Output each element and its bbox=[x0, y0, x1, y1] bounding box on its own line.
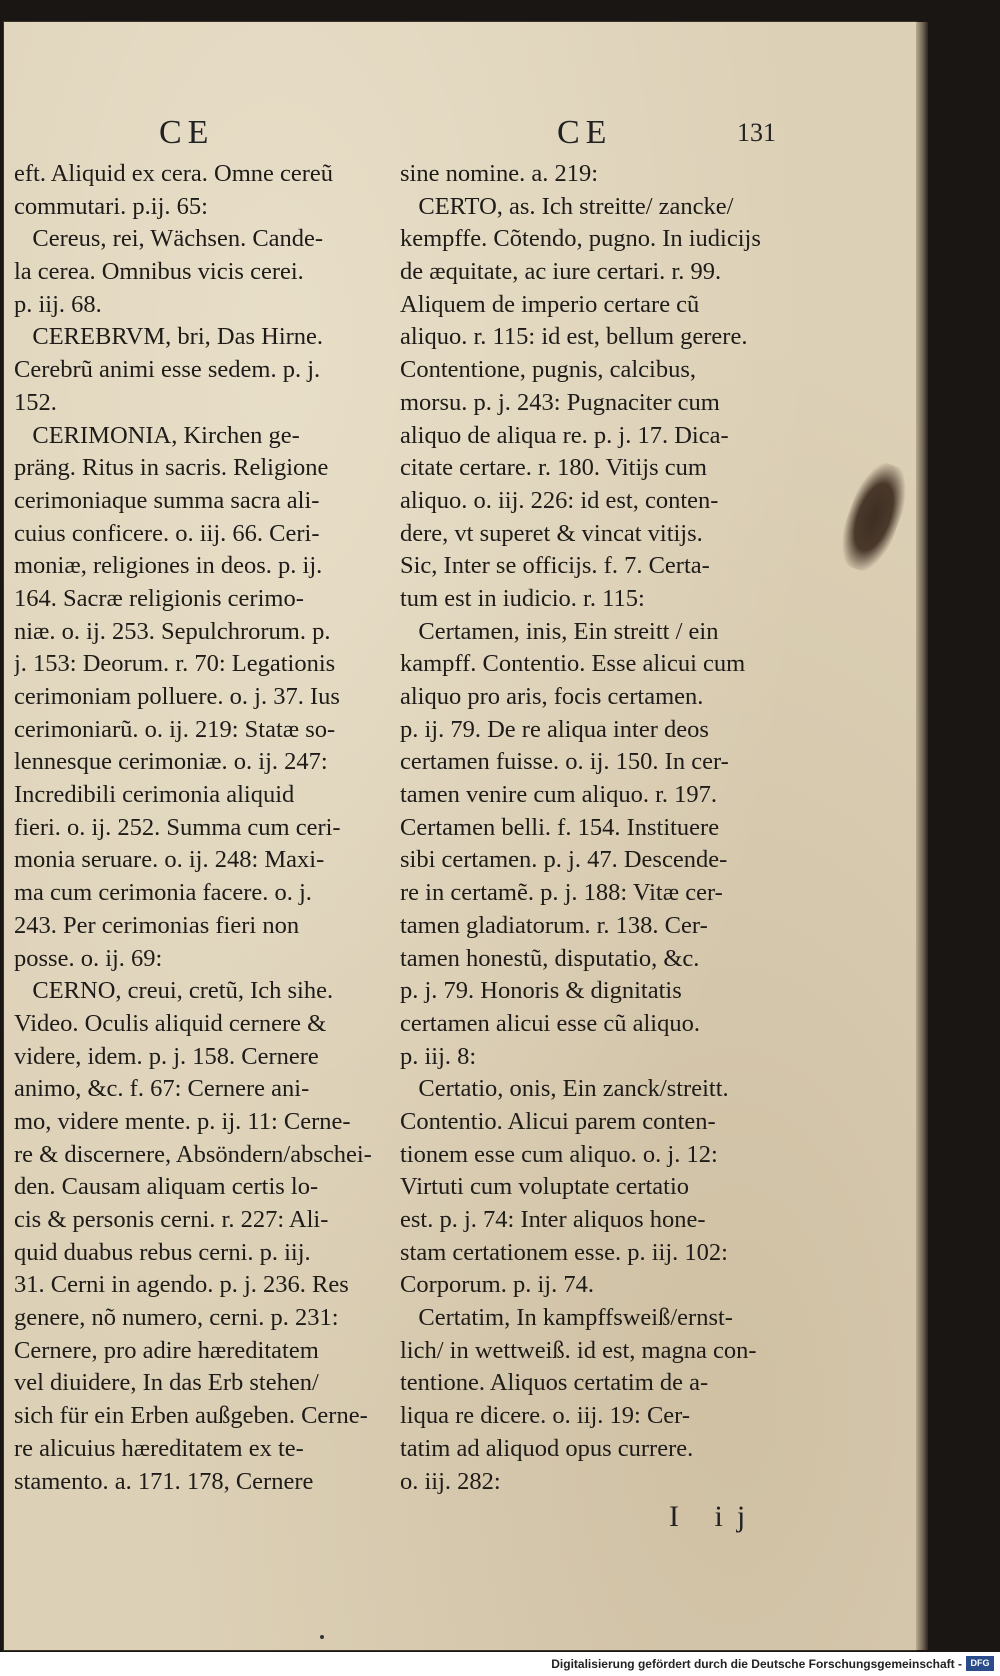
text-line: CERIMONIA, Kirchen ge- bbox=[14, 421, 300, 449]
text-line: la cerea. Omnibus vicis cerei. bbox=[14, 258, 304, 286]
text-line: p. iij. 68. bbox=[14, 290, 102, 318]
page-edge bbox=[916, 22, 928, 1650]
text-line: p. iij. 8: bbox=[400, 1042, 477, 1070]
text-line: cerimoniarũ. o. ij. 219: Statæ so- bbox=[14, 715, 336, 743]
text-line: sibi certamen. p. j. 47. Descende- bbox=[400, 846, 728, 874]
text-line: Sic, Inter se officijs. f. 7. Certa- bbox=[400, 552, 710, 580]
text-line: p. ij. 79. De re aliqua inter deos bbox=[400, 715, 709, 743]
text-line: Certatim, In kampffsweiß/ernst- bbox=[400, 1304, 733, 1332]
text-line: niæ. o. ij. 253. Sepulchrorum. p. bbox=[14, 617, 331, 645]
text-line: aliquo. o. iij. 226: id est, conten- bbox=[400, 486, 719, 514]
running-head-left: CE bbox=[159, 114, 215, 151]
text-line: Cernere, pro adire hæreditatem bbox=[14, 1336, 319, 1364]
text-line: vel diuidere, In das Erb stehen/ bbox=[14, 1369, 319, 1397]
text-line: morsu. p. j. 243: Pugnaciter cum bbox=[400, 388, 720, 416]
text-line: Cereus, rei, Wächsen. Cande- bbox=[14, 225, 324, 253]
text-line: tatim ad aliquod opus currere. bbox=[400, 1434, 694, 1462]
text-line: tentione. Aliquos certatim de a- bbox=[400, 1369, 709, 1397]
book-page bbox=[4, 22, 916, 1650]
text-line: Contentione, pugnis, calcibus, bbox=[400, 356, 696, 384]
text-line: tum est in iudicio. r. 115: bbox=[400, 584, 645, 612]
text-line: posse. o. ij. 69: bbox=[14, 944, 163, 972]
text-line: Aliquem de imperio certare cũ bbox=[400, 290, 700, 318]
ink-stain bbox=[832, 457, 917, 577]
text-line: certamen fuisse. o. ij. 150. In cer- bbox=[400, 748, 729, 776]
footer-bar bbox=[0, 1652, 1000, 1676]
text-line: commutari. p.ij. 65: bbox=[14, 192, 208, 220]
text-line: cis & personis cerni. r. 227: Ali- bbox=[14, 1206, 329, 1233]
text-line: videre, idem. p. j. 158. Cernere bbox=[14, 1042, 319, 1070]
text-line: tamen honestũ, disputatio, &c. bbox=[400, 944, 700, 972]
text-line: re & discernere, Absöndern/abschei- bbox=[14, 1140, 372, 1168]
page-speck bbox=[320, 1635, 324, 1639]
text-line: 243. Per cerimonias fieri non bbox=[14, 911, 300, 939]
text-line: Video. Oculis aliquid cernere & bbox=[14, 1009, 327, 1037]
text-line: CERNO, creui, cretũ, Ich sihe. bbox=[14, 977, 334, 1005]
text-line: genere, nõ numero, cerni. p. 231: bbox=[14, 1304, 339, 1332]
text-line: 31. Cerni in agendo. p. j. 236. Res bbox=[14, 1271, 349, 1299]
text-line: p. j. 79. Honoris & dignitatis bbox=[400, 977, 682, 1005]
text-line: dere, vt superet & vincat vitijs. bbox=[400, 519, 703, 547]
text-line: stam certationem esse. p. iij. 102: bbox=[400, 1238, 728, 1266]
right-text-column bbox=[400, 158, 782, 1498]
text-line: Corporum. p. ij. 74. bbox=[400, 1271, 594, 1299]
text-line: lennesque cerimoniæ. o. ij. 247: bbox=[14, 748, 328, 776]
signature-mark: I ij bbox=[669, 1500, 760, 1533]
text-line: sich für ein Erben außgeben. Cerne- bbox=[14, 1402, 368, 1430]
text-line: den. Causam aliquam certis lo- bbox=[14, 1173, 319, 1201]
text-line: Certamen, inis, Ein streitt / ein bbox=[400, 617, 719, 645]
text-line: o. iij. 282: bbox=[400, 1467, 501, 1495]
text-line: kampff. Contentio. Esse alicui cum bbox=[400, 650, 746, 678]
text-line: re in certamẽ. p. j. 188: Vitæ cer- bbox=[400, 879, 723, 907]
text-line: Cerebrũ animi esse sedem. p. j. bbox=[14, 356, 321, 384]
text-line: j. 153: Deorum. r. 70: Legationis bbox=[14, 650, 336, 678]
page-number: 131 bbox=[737, 118, 776, 147]
text-line: animo, &c. f. 67: Cernere ani- bbox=[14, 1075, 310, 1103]
text-line: stamento. a. 171. 178, Cernere bbox=[14, 1467, 314, 1495]
text-line: fieri. o. ij. 252. Summa cum ceri- bbox=[14, 813, 341, 841]
text-line: quid duabus rebus cerni. p. iij. bbox=[14, 1238, 311, 1266]
text-line: moniæ, religiones in deos. p. ij. bbox=[14, 552, 323, 580]
text-line: präng. Ritus in sacris. Religione bbox=[14, 454, 329, 482]
text-line: Certatio, onis, Ein zanck/streitt. bbox=[400, 1075, 729, 1103]
text-line: 152. bbox=[14, 388, 57, 416]
text-line: certamen alicui esse cũ aliquo. bbox=[400, 1009, 700, 1037]
text-line: Contentio. Alicui parem conten- bbox=[400, 1107, 716, 1135]
text-line: tamen venire cum aliquo. r. 197. bbox=[400, 781, 718, 809]
text-line: Certamen belli. f. 154. Instituere bbox=[400, 813, 720, 841]
text-line: tionem esse cum aliquo. o. j. 12: bbox=[400, 1140, 718, 1168]
text-line: lich/ in wettweiß. id est, magna con- bbox=[400, 1336, 757, 1364]
text-line: liqua re dicere. o. iij. 19: Cer- bbox=[400, 1402, 691, 1430]
running-head-right: CE bbox=[557, 114, 613, 151]
dfg-logo-icon: DFG bbox=[966, 1656, 994, 1671]
text-line: tamen gladiatorum. r. 138. Cer- bbox=[400, 911, 708, 939]
text-line: aliquo pro aris, focis certamen. bbox=[400, 683, 704, 710]
text-line: sine nomine. a. 219: bbox=[400, 160, 599, 187]
text-line: eft. Aliquid ex cera. Omne cereũ bbox=[14, 160, 334, 187]
text-line: Virtuti cum voluptate certatio bbox=[400, 1173, 690, 1201]
text-line: monia seruare. o. ij. 248: Maxi- bbox=[14, 846, 325, 874]
text-line: cerimoniam polluere. o. j. 37. Ius bbox=[14, 683, 340, 710]
text-line: 164. Sacræ religionis cerimo- bbox=[14, 584, 304, 612]
text-line: de æquitate, ac iure certari. r. 99. bbox=[400, 258, 722, 286]
text-line: aliquo. r. 115: id est, bellum gerere. bbox=[400, 323, 748, 351]
text-line: ma cum cerimonia facere. o. j. bbox=[14, 879, 312, 907]
text-line: est. p. j. 74: Inter aliquos hone- bbox=[400, 1206, 706, 1233]
footer-credit: Digitalisierung gefördert durch die Deutsche Forschungsgemeinschaft - bbox=[551, 1657, 962, 1671]
text-line: kempffe. Cõtendo, pugno. In iudicijs bbox=[400, 225, 761, 253]
text-line: aliquo de aliqua re. p. j. 17. Dica- bbox=[400, 421, 729, 449]
text-line: citate certare. r. 180. Vitijs cum bbox=[400, 454, 707, 482]
text-line: cuius conficere. o. iij. 66. Ceri- bbox=[14, 519, 320, 547]
text-line: cerimoniaque summa sacra ali- bbox=[14, 486, 320, 514]
text-line: re alicuius hæreditatem ex te- bbox=[14, 1434, 304, 1462]
text-line: CEREBRVM, bri, Das Hirne. bbox=[14, 323, 324, 351]
text-line: CERTO, as. Ich streitte/ zancke/ bbox=[400, 192, 734, 220]
left-text-column bbox=[14, 158, 402, 1498]
text-line: mo, videre mente. p. ij. 11: Cerne- bbox=[14, 1107, 351, 1135]
text-line: Incredibili cerimonia aliquid bbox=[14, 781, 295, 809]
